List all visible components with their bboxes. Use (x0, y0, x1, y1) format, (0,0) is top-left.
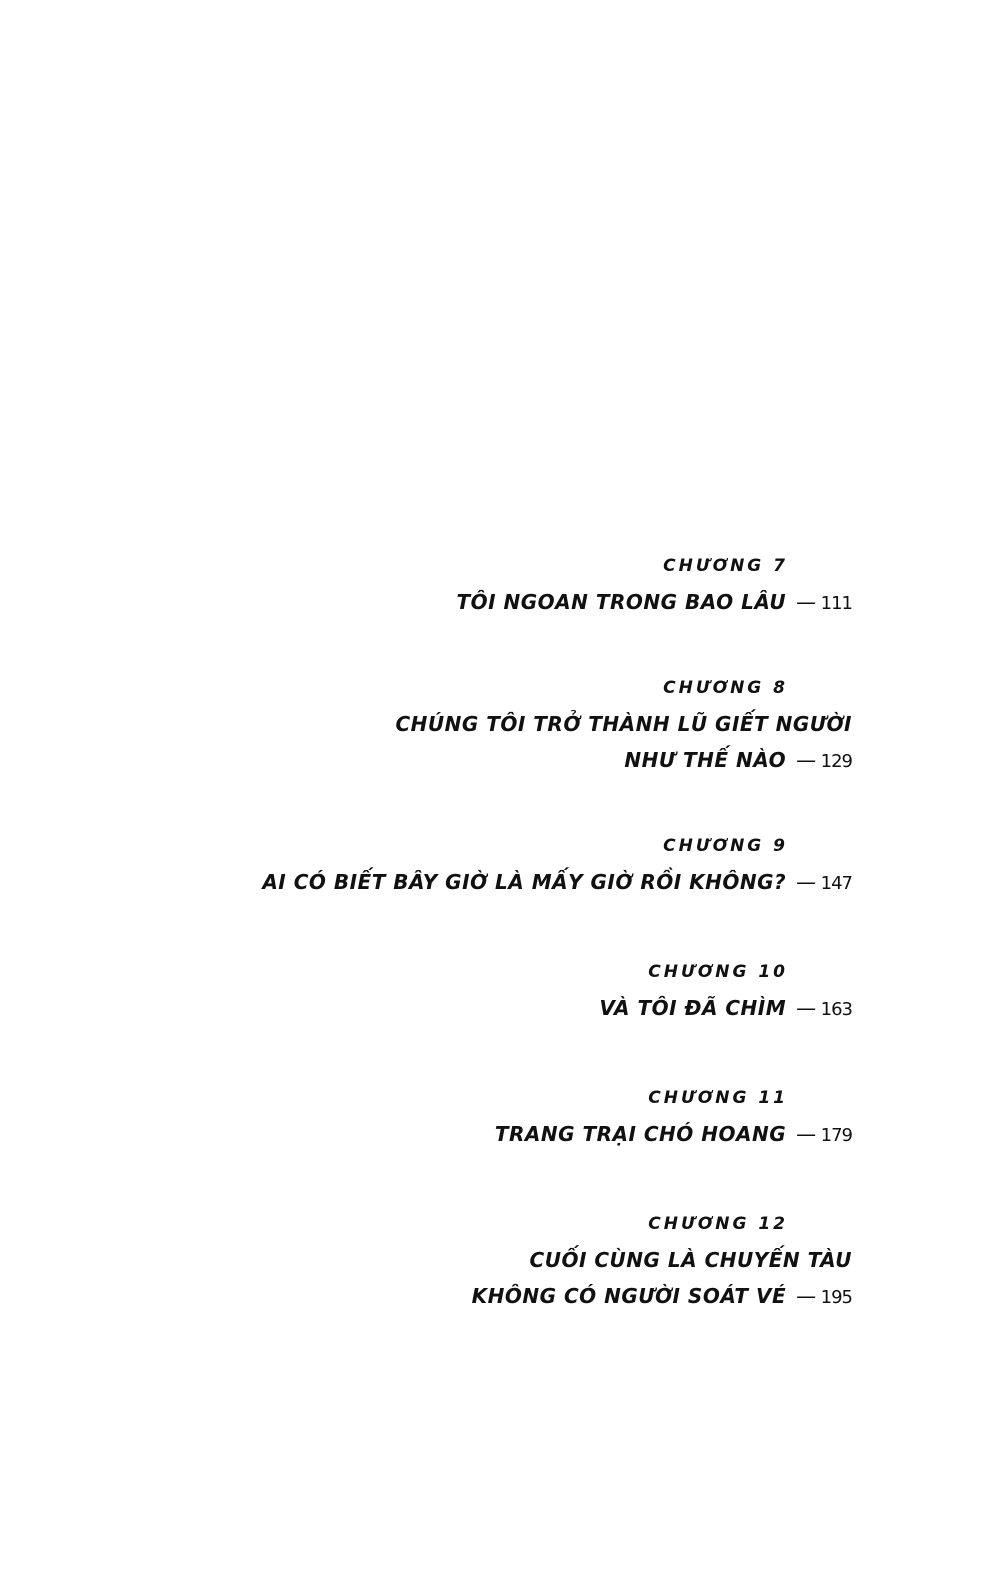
chapter-label: CHƯƠNG 8 (663, 678, 788, 698)
chapter-title (252, 1242, 852, 1278)
chapter-title-continued (252, 742, 852, 780)
dash: — (796, 1122, 817, 1146)
toc-entry-chapter-12 (252, 1206, 852, 1316)
chapter-label: CHƯƠNG 10 (648, 962, 788, 982)
chapter-title-text: NHƯ THẾ NÀO (624, 748, 787, 772)
dash: — (796, 748, 817, 772)
chapter-title (252, 584, 852, 622)
chapter-title-text: AI CÓ BIẾT BÂY GIỜ LÀ MẤY GIỜ RỒI KHÔNG? (262, 870, 787, 894)
chapter-title-text: CUỐI CÙNG LÀ CHUYẾN TÀU (529, 1248, 852, 1272)
chapter-label: CHƯƠNG 11 (648, 1088, 788, 1108)
toc-entry-chapter-9 (252, 828, 852, 902)
chapter-label: CHƯƠNG 9 (663, 836, 788, 856)
chapter-title-text: TRANG TRẠI CHÓ HOANG (494, 1122, 787, 1146)
toc-entry-chapter-10 (252, 954, 852, 1028)
toc-entry-chapter-11 (252, 1080, 852, 1154)
dash: — (796, 870, 817, 894)
chapter-title-continued (252, 1278, 852, 1316)
chapter-title (252, 1116, 852, 1154)
chapter-label: CHƯƠNG 7 (663, 556, 788, 576)
chapter-title (252, 990, 852, 1028)
page-number: 163 (820, 999, 852, 1020)
table-of-contents (252, 548, 852, 1316)
chapter-title (252, 706, 852, 742)
page-number: 111 (820, 593, 852, 614)
dash: — (796, 1284, 817, 1308)
chapter-title (252, 864, 852, 902)
chapter-title-text: TÔI NGOAN TRONG BAO LÂU (456, 590, 787, 614)
page-number: 147 (820, 873, 852, 894)
chapter-label: CHƯƠNG 12 (648, 1214, 788, 1234)
page-number: 129 (820, 751, 852, 772)
toc-entry-chapter-8 (252, 670, 852, 780)
page-number: 195 (820, 1287, 852, 1308)
page-number: 179 (820, 1125, 852, 1146)
chapter-title-text: CHÚNG TÔI TRỞ THÀNH LŨ GIẾT NGƯỜI (395, 712, 852, 736)
dash: — (796, 590, 817, 614)
dash: — (796, 996, 817, 1020)
chapter-title-text: KHÔNG CÓ NGƯỜI SOÁT VÉ (471, 1284, 787, 1308)
chapter-title-text: VÀ TÔI ĐÃ CHÌM (599, 996, 787, 1020)
toc-entry-chapter-7 (252, 548, 852, 622)
